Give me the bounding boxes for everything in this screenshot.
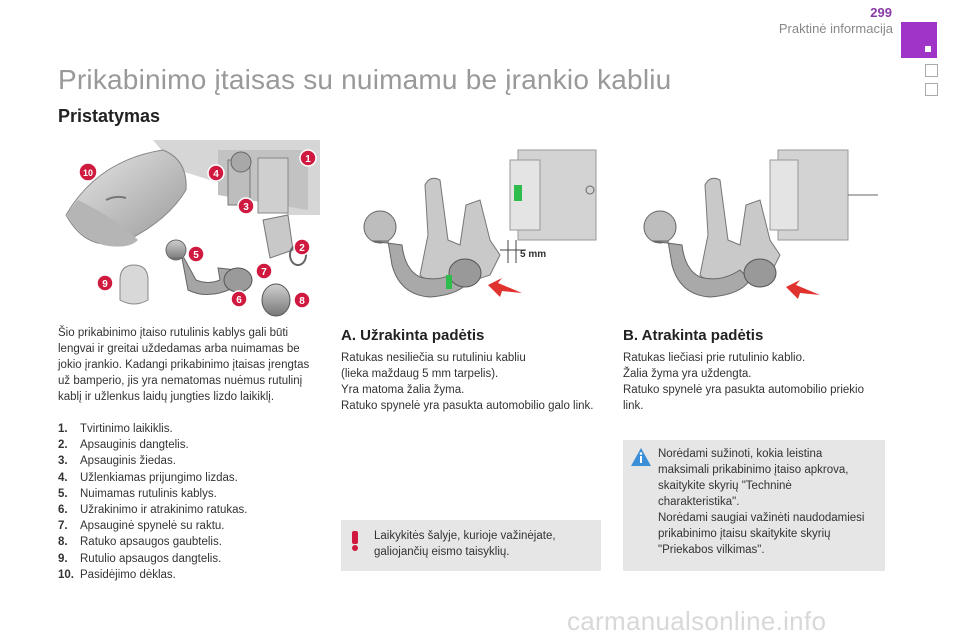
info-text: Norėdami sužinoti, kokia leistina maksimali prikabinimo įtaiso apkrova, skaitykite skyrių "Techninė charakteristika". Norėdami saugiai važinėti naudodamiesi prikabinimo įtaisu skaitykite skyrių "Priekabos vilkimas". xyxy=(658,448,865,556)
list-item: 7. Apsauginė spynelė su raktu. xyxy=(58,520,225,533)
warning-icon xyxy=(347,531,363,551)
page-number: 299 xyxy=(870,5,892,20)
list-item: 4. Užlenkiamas prijungimo lizdas. xyxy=(58,471,238,484)
svg-text:7: 7 xyxy=(261,267,267,278)
locked-position-illustration xyxy=(340,145,600,310)
svg-text:8: 8 xyxy=(299,296,305,307)
chapter-tab-empty[interactable] xyxy=(925,64,938,77)
list-item: 2. Apsauginis dangtelis. xyxy=(58,439,189,452)
section-subtitle: Pristatymas xyxy=(58,106,161,126)
list-item: 9. Rutulio apsaugos dangtelis. xyxy=(58,552,222,565)
svg-text:4: 4 xyxy=(213,169,219,180)
list-item: 5. Nuimamas rutulinis kablys. xyxy=(58,487,217,500)
intro-paragraph: Šio prikabinimo įtaiso rutulinis kablys gali būti lengvai ir greitai uždedamas arba nuimamas be jokio įrankio. Kadangi prikabinimo įtaisas įrengtas už bamperio, jis yra nematomas nuėmus rutulinį kablį ir užlenkus laidų jungties lizdo laikiklį. xyxy=(58,327,310,403)
section-b-text: Ratukas liečiasi prie rutulinio kablio. Žalia žyma yra uždengta. Ratuko spynelė yra pasukta automobilio priekio link. xyxy=(623,352,864,412)
chapter-tab[interactable] xyxy=(901,22,937,58)
section-a-title: A. Užrakinta padėtis xyxy=(341,327,485,344)
svg-text:6: 6 xyxy=(236,295,242,306)
svg-text:9: 9 xyxy=(102,279,108,290)
page-title: Prikabinimo įtaisas su nuimamu be įrankio kabliu xyxy=(58,64,672,95)
warning-note xyxy=(341,520,601,571)
list-item: 3. Apsauginis žiedas. xyxy=(58,455,176,468)
info-icon xyxy=(631,448,651,466)
svg-text:5: 5 xyxy=(193,250,199,261)
info-note xyxy=(623,440,885,571)
svg-text:2: 2 xyxy=(299,243,305,254)
svg-text:1: 1 xyxy=(305,154,311,165)
svg-text:10: 10 xyxy=(82,168,94,178)
towbar-components-illustration xyxy=(58,140,320,325)
chapter-tab-empty[interactable] xyxy=(925,83,938,96)
list-item: 10. Pasidėjimo dėklas. xyxy=(58,568,176,581)
warning-text: Laikykitės šalyje, kurioje važinėjate, galiojančių eismo taisyklių. xyxy=(374,530,556,558)
component-list xyxy=(58,421,328,583)
unlocked-position-illustration xyxy=(620,145,882,310)
section-name: Praktinė informacija xyxy=(778,21,893,36)
list-item: 8. Ratuko apsaugos gaubtelis. xyxy=(58,536,222,549)
section-b-title: B. Atrakinta padėtis xyxy=(623,327,764,344)
list-item: 1. Tvirtinimo laikiklis. xyxy=(58,423,173,435)
section-a-text: Ratukas nesiliečia su rutuliniu kabliu (lieka maždaug 5 mm tarpelis). Yra matoma žalia žyma. Ratuko spynelė yra pasukta automobilio galo link. xyxy=(341,352,594,412)
list-item: 6. Užrakinimo ir atrakinimo ratukas. xyxy=(58,504,248,517)
svg-text:3: 3 xyxy=(243,202,249,213)
gap-dimension-label: 5 mm xyxy=(520,249,547,260)
footer-watermark: carmanualsonline.info xyxy=(567,606,827,636)
